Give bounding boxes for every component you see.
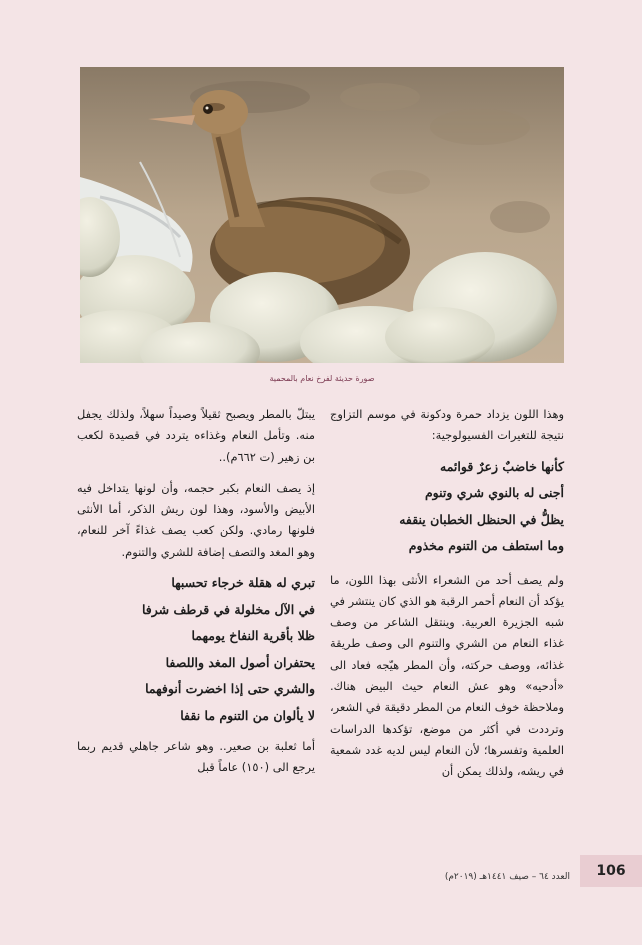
article-column-right — [330, 404, 564, 783]
ostrich-chick-photo — [80, 67, 564, 363]
poem-verse: يحتفران أصول المغد واللصفا — [165, 654, 315, 670]
poem-verse: والشري حتى إذا اخضرت أنوفهما — [145, 681, 315, 697]
poem-verse: في الآل مخلولة في قرطف شرفا — [141, 601, 315, 617]
photo-caption: صورة حديثة لفرخ نعام بالمحمية — [269, 374, 375, 383]
issue-info: العدد ٦٤ – صيف ١٤٤١هـ (٢٠١٩م) — [444, 872, 570, 882]
paragraph: يبتلّ بالمطر ويصبح ثقيلاً وصيداً سهلاً، ولذلك يجفل منه. وتأمل النعام وغذاءه يتردد في قصيدة لكعب بن زهير (ت ٦٦٢م).. — [77, 407, 315, 464]
poem-verse: أجنى له بالنوي شري وتنوم — [424, 485, 564, 501]
article-column-left — [77, 404, 315, 779]
page-number: 106 — [580, 855, 642, 887]
poem-verse: تبري له هقلة خرجاء تحسبها — [171, 575, 315, 591]
paragraph: ولم يصف أحد من الشعراء الأنثى بهذا اللون، ما يؤكد أن النعام أحمر الرقبة هو الذي كان ينتشر في شبه الجزيرة العربية. وينتقل الشاعر من وصف غذاء النعام من الشري والتنوم الى وصف طريقة غذائه، ووصف حركته، وأن المطر هيّجه فعاد الى «أدحيه» وهو عش النعام حيث البيض هناك. وملاحظة خوف النعام من المطر دقيقة في الشعر، وترددت في أكثر من موضع، تؤكدها الدراسات العلمية وتفسرها؛ لأن النعام ليس لديه غدد شمعية في ريشه، ولذلك يمكن أن — [330, 572, 564, 779]
poem-verse: ظلا بأقرية النفاخ يومهما — [191, 628, 315, 644]
poem-verse: يظلُّ في الحنظل الخطبان ينقفه — [399, 511, 564, 527]
paragraph: وهذا اللون يزداد حمرة ودكونة في موسم التزاوج نتيجة للتغيرات الفسيولوجية: — [330, 407, 564, 443]
paragraph: إذ يصف النعام بكبر حجمه، وأن لونها يتداخل فيه الأبيض والأسود، وهذا لون ريش الذكر، أما الأنثى فلونها رمادي. ولكن كعب يصف غذاءً آخر للنعام، وهو المغد والتصف إضافة للشري والتنوم. — [77, 480, 315, 559]
paragraph: أما ثعلبة بن صعير.. وهو شاعر جاهلي قديم ربما يرجع الى (١٥٠) عاماً قبل — [77, 739, 315, 775]
poem-verse: كأنها خاضبٌ زعرٌ قوائمه — [440, 458, 564, 474]
poem-verse: وما استطف من التنوم مخذوم — [408, 538, 564, 554]
poem-verse: لا يألوان من التنوم ما نقفا — [180, 707, 315, 723]
